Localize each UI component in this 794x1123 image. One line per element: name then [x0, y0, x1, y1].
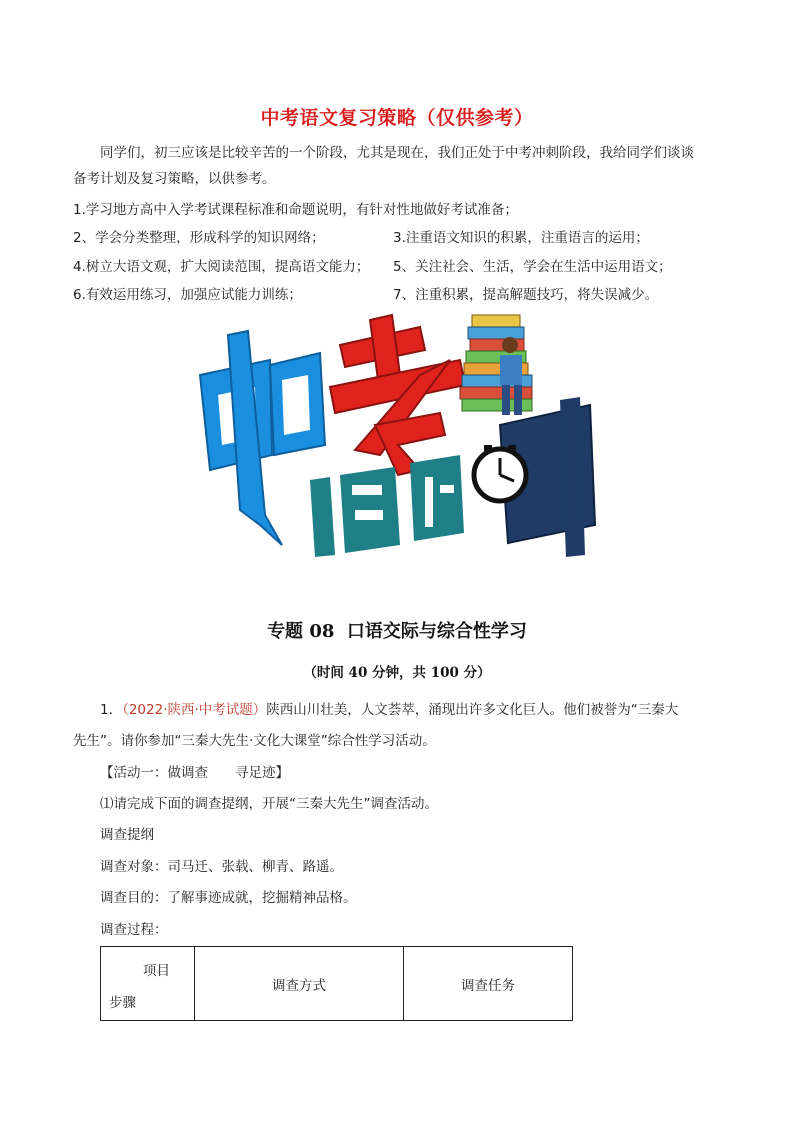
survey-process-label: 调查过程：	[100, 922, 168, 938]
tip-2: 2、学会分类整理，形成科学的知识网络；	[73, 230, 325, 246]
tip-7: 7、注重积累，提高解题技巧，将失误减少。	[393, 287, 659, 303]
tip-4: 4.树立大语文观，扩大阅读范围，提高语文能力；	[73, 259, 370, 275]
corner-top-label: 项目	[143, 963, 170, 979]
intro-paragraph	[73, 140, 710, 192]
tip-3: 3.注重语文知识的积累，注重语言的运用；	[393, 230, 649, 246]
countdown-banner-illustration	[170, 305, 610, 575]
page-title: 中考语文复习策略（仅供参考）	[260, 107, 534, 129]
tip-5: 5、关注社会、生活，学会在生活中运用语文；	[393, 259, 672, 275]
question-text-1: 陕西山川壮美，人文荟萃，涌现出许多文化巨人。他们被誉为“三秦大	[266, 702, 679, 718]
question-1-line-2: 先生”。请你参加“三秦大先生·文化大课堂”综合性学习活动。	[73, 733, 436, 749]
survey-purpose: 调查目的：了解事迹成就，挖掘精神品格。	[100, 890, 357, 906]
table-col-task: 调查任务	[404, 947, 573, 1021]
time-limit: （时间 40 分钟，共 100 分）	[303, 665, 491, 681]
question-source: （2022·陕西·中考试题）	[122, 702, 267, 718]
topic-title: 专题 08 口语交际与综合性学习	[267, 621, 527, 642]
question-number: 1．	[100, 702, 123, 718]
table-col-method: 调查方式	[195, 947, 404, 1021]
tip-1: 1.学习地方高中入学考试课程标准和命题说明，有针对性地做好考试准备；	[73, 202, 518, 218]
corner-bottom-label: 步骤	[109, 995, 136, 1011]
clock-icon	[474, 445, 526, 501]
blue-zhong-glyph	[200, 331, 325, 545]
intro-line-2: 备考计划及复习策略，以供参考。	[73, 171, 276, 187]
activity-heading: 【活动一：做调查 寻足迹】	[100, 765, 289, 781]
survey-target: 调查对象：司马迁、张载、柳青、路遥。	[100, 859, 343, 875]
intro-line-1: 同学们，初三应该是比较辛苦的一个阶段，尤其是现在，我们正处于中考冲刺阶段，我给同学们谈谈	[100, 145, 694, 161]
tip-6: 6.有效运用练习，加强应试能力训练；	[73, 287, 302, 303]
outline-label: 调查提纲	[100, 827, 154, 843]
table-header-row	[101, 947, 573, 1021]
table-corner-cell	[101, 947, 195, 1021]
sub-question-1: ⑴请完成下面的调查提纲，开展“三秦大先生”调查活动。	[100, 796, 438, 812]
survey-table	[100, 946, 573, 1021]
teal-daoji-glyphs	[310, 455, 464, 557]
question-1-line-1	[100, 697, 720, 723]
red-kao-glyph	[330, 315, 465, 475]
books-stack-illustration	[460, 315, 532, 415]
